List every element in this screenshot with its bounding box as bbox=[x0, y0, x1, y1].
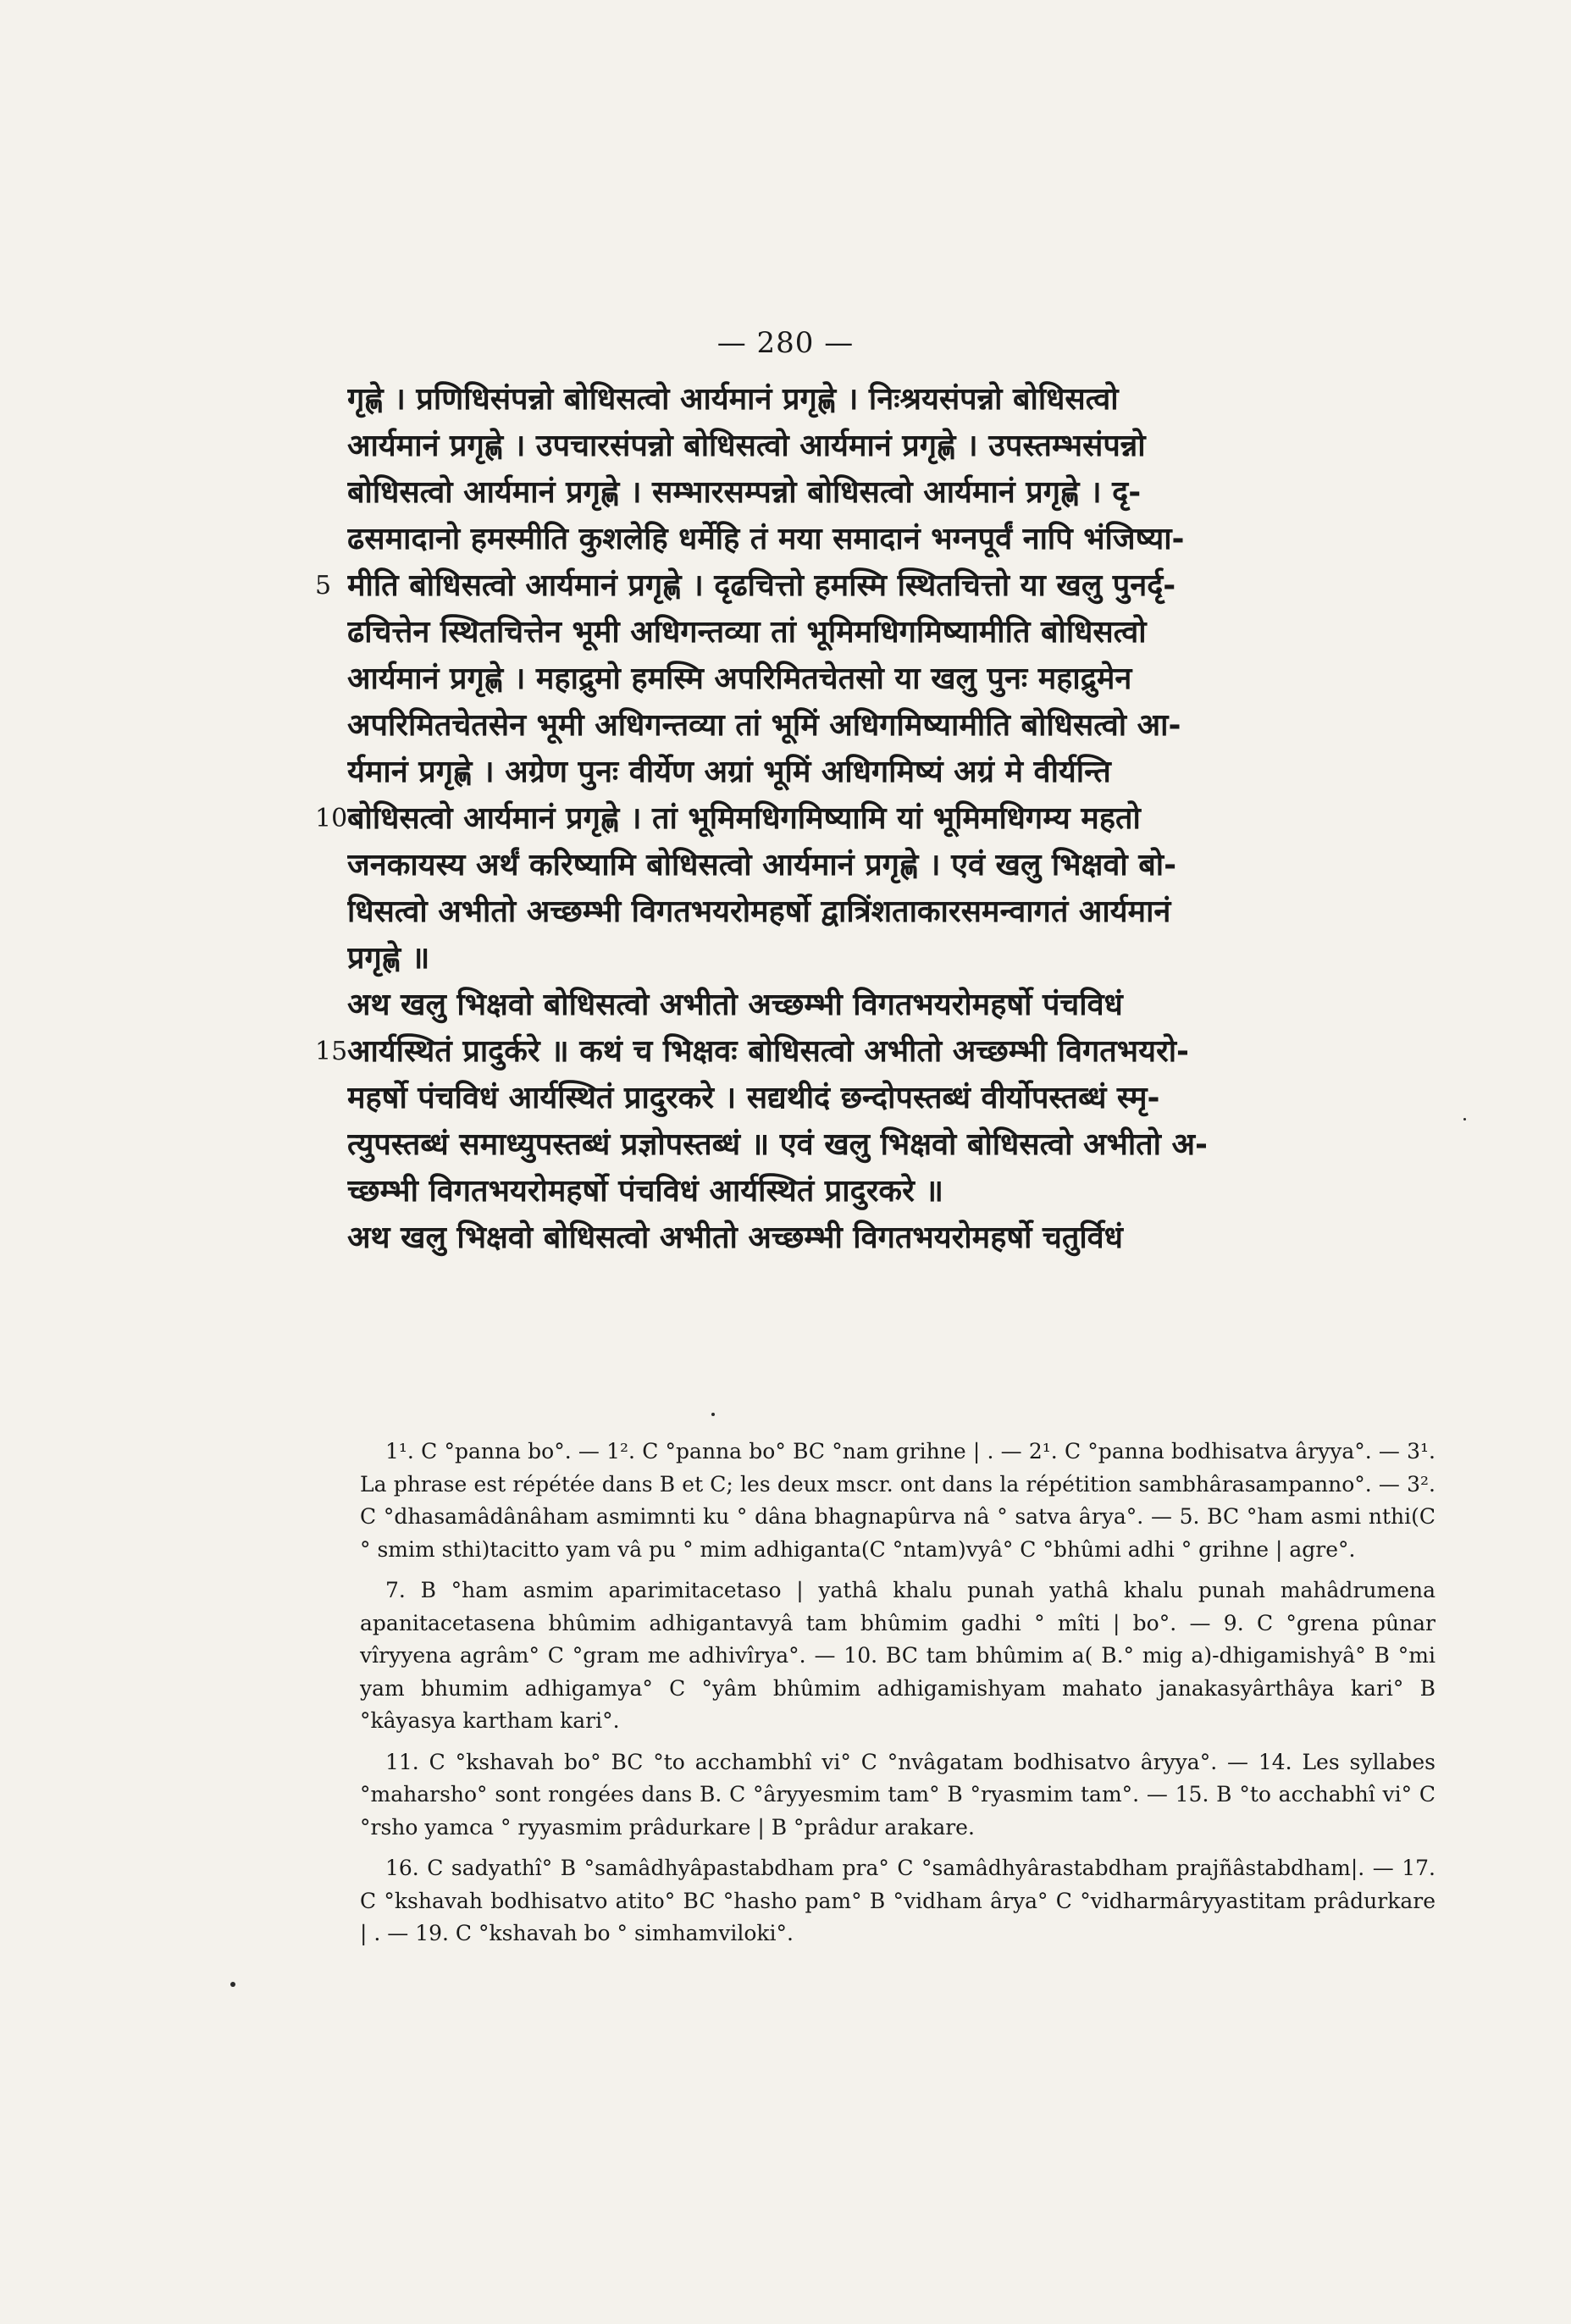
line-number: 15 bbox=[315, 1037, 348, 1066]
sanskrit-line: अथ खलु भिक्षवो बोधिसत्वो अभीतो अच्छम्भी विगतभयरोमहर्षो चतुर्विधं bbox=[347, 1220, 1123, 1255]
footnote-paragraph: 16. C sadyathî° B °samâdhyâpastabdham pra° C °samâdhyârastabdham prajñâstabdham|. — 17. C °kshavah bodhisatvo atito° BC °hasho pam° B °vidham ârya° C °vidharmâryyastitam prâdurkare | . — 19. C °kshavah bo ° simhamviloki°. bbox=[360, 1856, 1435, 1945]
scan-speck bbox=[711, 1413, 715, 1416]
footnote-paragraph: 11. C °kshavah bo° BC °to acchambhî vi° C °nvâgatam bodhisatvo âryya°. — 14. Les syllabes °maharsho° sont rongées dans B. C °âryyesmim tam° B °ryasmim tam°. — 15. B °to acchabhî vi° C °rsho yamca ° ryyasmim prâdurkare | B °prâdur arakare. bbox=[360, 1749, 1435, 1840]
footnotes bbox=[360, 1436, 1435, 1959]
sanskrit-line: आर्यमानं प्रगृह्णे । महाद्रुमो हमस्मि अपरिमितचेतसो या खलु पुनः महाद्रुमेन bbox=[347, 661, 1132, 696]
sanskrit-line: च्छम्भी विगतभयरोमहर्षो पंचविधं आर्यस्थितं प्रादुरकरे ॥ bbox=[347, 1174, 943, 1209]
line-number: 10 bbox=[315, 804, 348, 833]
sanskrit-line: धिसत्वो अभीतो अच्छम्भी विगतभयरोमहर्षो द्वात्रिंशताकारसमन्वागतं आर्यमानं bbox=[347, 894, 1171, 929]
sanskrit-line: गृह्णे । प्रणिधिसंपन्नो बोधिसत्वो आर्यमानं प्रगृह्णे । निःश्रयसंपन्नो बोधिसत्वो bbox=[347, 382, 1119, 417]
sanskrit-line: बोधिसत्वो आर्यमानं प्रगृह्णे । सम्भारसम्पन्नो बोधिसत्वो आर्यमानं प्रगृह्णे । दृ- bbox=[347, 475, 1142, 510]
sanskrit-line: बोधिसत्वो आर्यमानं प्रगृह्णे । तां भूमिमधिगमिष्यामि यां भूमिमधिगम्य महतो bbox=[347, 801, 1141, 836]
page-number: — 280 — bbox=[716, 326, 855, 360]
line-number: 5 bbox=[315, 571, 332, 600]
sanskrit-line: आर्यस्थितं प्रादुर्करे ॥ कथं च भिक्षवः बोधिसत्वो अभीतो अच्छम्भी विगतभयरो- bbox=[347, 1034, 1189, 1069]
scan-speck bbox=[1463, 1118, 1466, 1120]
sanskrit-line: ढसमादानो हमस्मीति कुशलेहि धर्मेहि तं मया समादानं भग्नपूर्वं नापि भंजिष्या- bbox=[347, 522, 1185, 556]
scan-speck bbox=[230, 1982, 235, 1987]
sanskrit-line: अथ खलु भिक्षवो बोधिसत्वो अभीतो अच्छम्भी विगतभयरोमहर्षो पंचविधं bbox=[347, 988, 1123, 1022]
sanskrit-line: त्युपस्तब्धं समाध्युपस्तब्धं प्रज्ञोपस्तब्धं ॥ एवं खलु भिक्षवो बोधिसत्वो अभीतो अ- bbox=[347, 1127, 1208, 1162]
sanskrit-line: र्यमानं प्रगृह्णे । अग्रेण पुनः वीर्येण अग्रां भूमिं अधिगमिष्यं अग्रं मे वीर्यन्ति bbox=[347, 755, 1111, 789]
sanskrit-line: जनकायस्य अर्थं करिष्यामि बोधिसत्वो आर्यमानं प्रगृह्णे । एवं खलु भिक्षवो बो- bbox=[347, 848, 1177, 883]
sanskrit-line: मीति बोधिसत्वो आर्यमानं प्रगृह्णे । दृढचित्तो हमस्मि स्थितचित्तो या खलु पुनर्दृ- bbox=[347, 568, 1176, 603]
sanskrit-line: प्रगृह्णे ॥ bbox=[347, 941, 430, 976]
sanskrit-line: अपरिमितचेतसेन भूमी अधिगन्तव्या तां भूमिं अधिगमिष्यामीति बोधिसत्वो आ- bbox=[347, 708, 1181, 743]
sanskrit-line: ढचित्तेन स्थितचित्तेन भूमी अधिगन्तव्या तां भूमिमधिगमिष्यामीति बोधिसत्वो bbox=[347, 615, 1147, 650]
footnote-paragraph: 7. B °ham asmim aparimitacetaso | yathâ khalu punah yathâ khalu punah mahâdrumena apanitacetasena bhûmim adhigantavyâ tam bhûmim gadhi ° mîti | bo°. — 9. C °grena pûnar vîryyena agrâm° C °gram me adhivîrya°. — 10. BC tam bhûmim a( B.° mig a)-dhigamishyâ° B °mi yam bhumim adhigamya° C °yâm bhûmim adhigamishyam mahato janakasyârthâya kari° B °kâyasya kartham kari°. bbox=[360, 1578, 1435, 1733]
sanskrit-line: आर्यमानं प्रगृह्णे । उपचारसंपन्नो बोधिसत्वो आर्यमानं प्रगृह्णे । उपस्तम्भसंपन्नो bbox=[347, 429, 1146, 463]
sanskrit-line: महर्षो पंचविधं आर्यस्थितं प्रादुरकरे । सद्यथीदं छन्दोपस्तब्धं वीर्योपस्तब्धं स्मृ- bbox=[347, 1081, 1160, 1115]
footnote-paragraph: 1¹. C °panna bo°. — 1². C °panna bo° BC °nam grihne | . — 2¹. C °panna bodhisatva âryya°. — 3¹. La phrase est répétée dans B et C; les deux mscr. ont dans la répétition sambhârasampanno°. — 3². C °dhasamâdânâham asmimnti ku ° dâna bhagnapûrva nâ ° satva ârya°. — 5. BC °ham asmi nthi(C ° smim sthi)tacitto yam vâ pu ° mim adhiganta(C °ntam)vyâ° C °bhûmi adhi ° grihne | agre°. bbox=[360, 1439, 1435, 1562]
